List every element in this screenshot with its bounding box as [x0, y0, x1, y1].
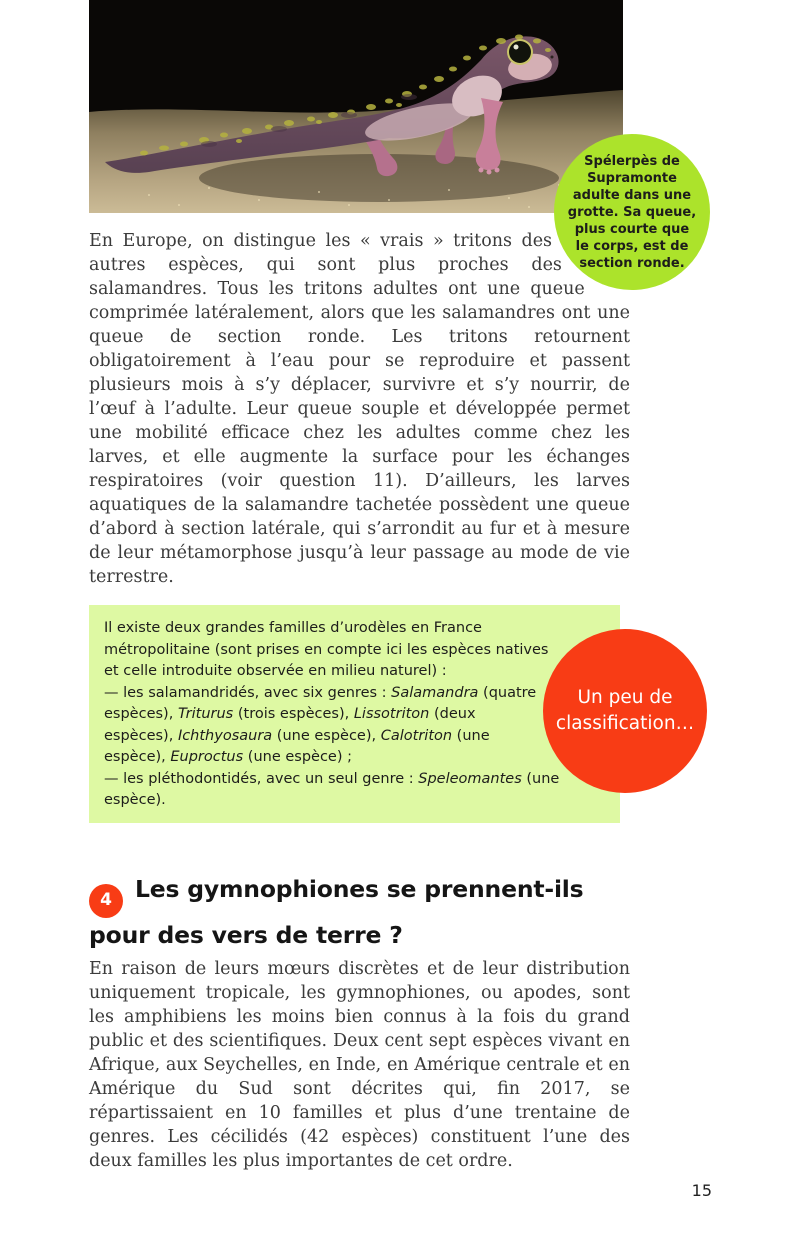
classification-badge: [543, 629, 707, 793]
page-number: 15: [691, 1181, 712, 1200]
photo-caption-text: Spélerpès de Supramonte adulte dans une grotte. Sa queue, plus courte que le corps, est de section ronde.: [567, 153, 697, 271]
question-number-badge: [89, 884, 123, 918]
salamander-illustration: [89, 0, 623, 213]
cave-photo: [89, 0, 623, 213]
intro-paragraph-text: En Europe, on distingue les « vrais » tritons des autres espèces, qui sont plus proches des salamandres. Tous les tritons adultes ont une queue comprimée latéralement, alors que les salamandres ont une queue de section ronde. Les tritons retournent obligatoirement à l’eau pour se reproduire et passent plusieurs mois à s’y déplacer, survivre et s’y nourrir, de l’œuf à l’adulte. Leur queue souple et développée permet une mobilité efficace chez les adultes comme chez les larves, et elle augmente la surface pour les échanges respiratoires (voir question 11). D’ailleurs, les larves aquatiques de la salamandre tachetée possèdent une queue d’abord à section latérale, qui s’arrondit au fur et à mesure de leur métamorphose jusqu’à leur passage au mode de vie terrestre.: [89, 231, 630, 587]
photo-caption-badge: [554, 134, 710, 290]
info-box-text: Il existe deux grandes familles d’urodèles en France métropolitaine (sont prises en compte ici les espèces natives et celle introduite observée en milieu naturel) : — les salamandridés, avec six genres : Salamandra (quatre espèces), Triturus (trois espèces), Lissotriton (deux espèces), Ichthyosaura (une espèce), Calotriton (une espèce), Euproctus (une espèce) ; — les pléthodontidés, avec un seul genre : Speleomantes (une espèce).: [104, 620, 560, 808]
question-heading: [89, 872, 601, 953]
classification-info-box: [89, 605, 620, 823]
body-paragraph: [89, 957, 630, 1173]
intro-paragraph: [89, 229, 630, 589]
question-number: 4: [100, 890, 112, 910]
body-paragraph-text: En raison de leurs mœurs discrètes et de leur distribution uniquement tropicale, les gymnophiones, ou apodes, sont les amphibiens les moins bien connus à la fois du grand public et des scientifiques. Deux cent sept espèces vivant en Afrique, aux Seychelles, en Inde, en Amérique centrale et en Amérique du Sud sont décrites qui, fin 2017, se répartissaient en 10 familles et plus d’une trentaine de genres. Les cécilidés (42 espèces) constituent l’une des deux familles les plus importantes de cet ordre.: [89, 959, 630, 1171]
classification-badge-text: Un peu de classification…: [555, 687, 695, 734]
question-title: Les gymnophiones se prennent-ils pour des vers de terre ?: [89, 875, 584, 949]
